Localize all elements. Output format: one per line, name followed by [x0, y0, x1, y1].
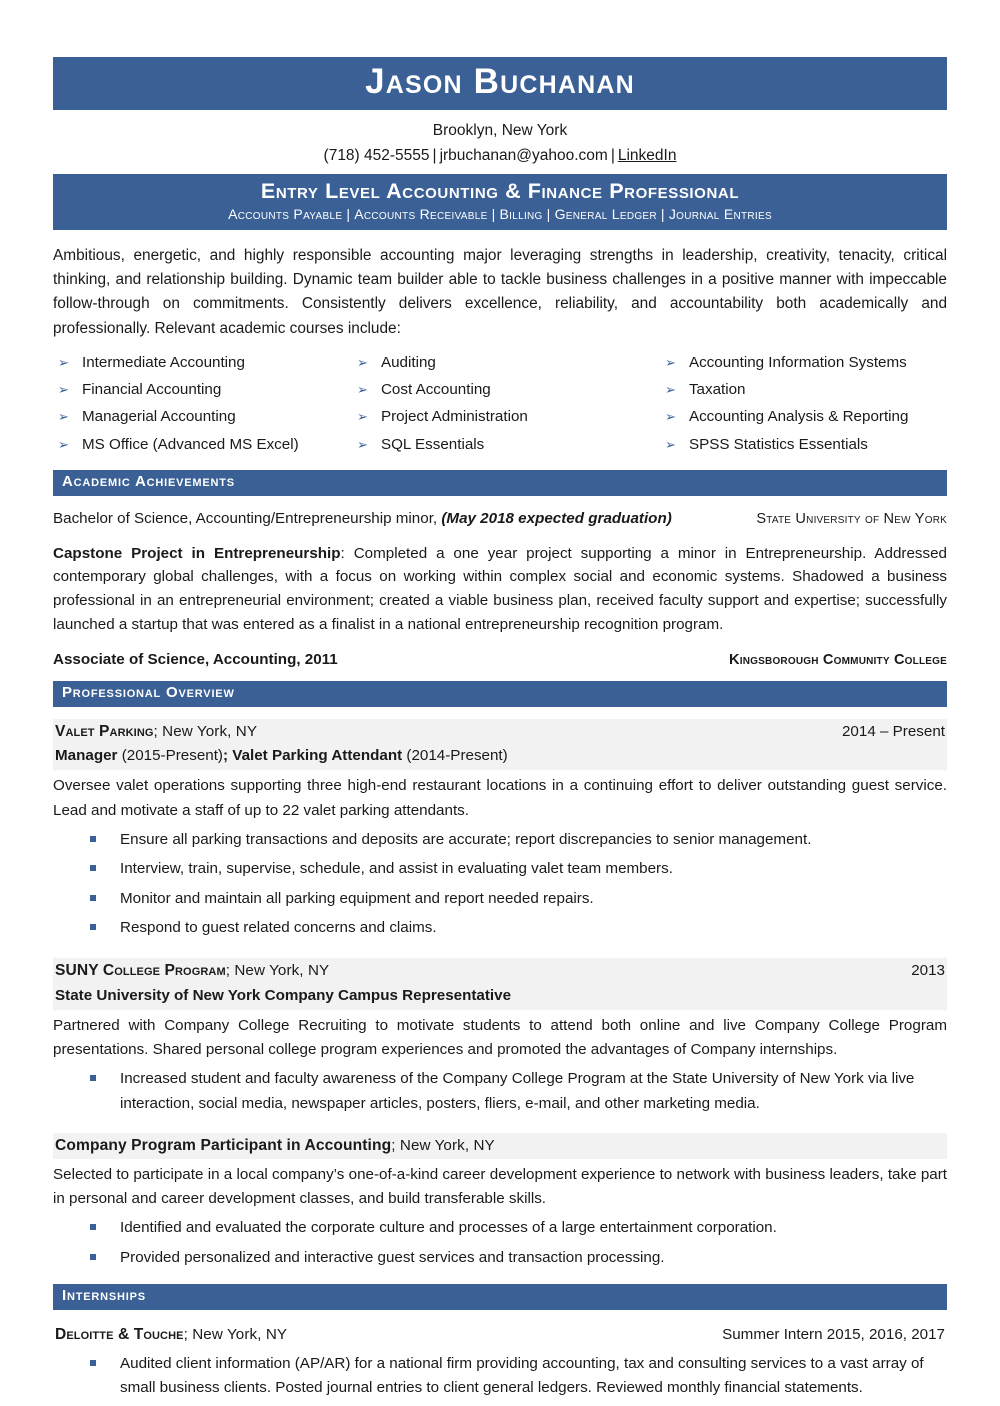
- specialty-separator: |: [546, 206, 551, 223]
- internship-bullet-list: [53, 1352, 947, 1406]
- graduation-date: (May 2018 expected graduation): [441, 509, 672, 527]
- company-name: Valet Parking: [55, 722, 154, 740]
- bullet-item: [90, 1216, 947, 1246]
- school-name: State University of New York: [756, 510, 947, 527]
- square-bullet-icon: [90, 865, 96, 871]
- course-label: MS Office (Advanced MS Excel): [82, 435, 299, 453]
- company-location: ; New York, NY: [391, 1137, 495, 1155]
- bullet-item: [90, 887, 947, 917]
- course-label: Intermediate Accounting: [82, 353, 245, 371]
- course-label: Accounting Analysis & Reporting: [688, 408, 909, 426]
- arrow-bullet-icon: ➢: [664, 382, 676, 398]
- course-item: [357, 406, 649, 433]
- linkedin-link[interactable]: LinkedIn: [617, 146, 677, 164]
- course-item: [58, 352, 351, 379]
- course-item: [58, 406, 351, 433]
- course-item: [357, 379, 649, 406]
- course-label: Accounting Information Systems: [688, 353, 907, 371]
- company-location: ; New York, NY: [153, 722, 258, 740]
- square-bullet-icon: [90, 1254, 96, 1260]
- square-bullet-icon: [90, 924, 96, 930]
- capstone-paragraph: [53, 542, 947, 637]
- internship-dates: Summer Intern 2015, 2016, 2017: [722, 1326, 945, 1344]
- company-location: ; New York, NY: [225, 962, 330, 980]
- square-bullet-icon: [90, 895, 96, 901]
- bullet-text: Interview, train, supervise, schedule, and assist in evaluating valet team members.: [120, 860, 673, 878]
- specialty-item: Accounts Receivable: [354, 206, 488, 223]
- course-item: [357, 352, 649, 379]
- internship-header: [53, 1322, 947, 1348]
- bullet-item: [90, 828, 947, 858]
- courses-column-2: [351, 352, 649, 461]
- course-item: [665, 434, 947, 461]
- section-header-academic-achievements: Academic Achievements: [53, 470, 947, 496]
- job-header: [53, 958, 947, 984]
- section-header-professional-overview: Professional Overview: [53, 681, 947, 707]
- arrow-bullet-icon: ➢: [664, 436, 676, 452]
- job-title-primary-dates: (2015-Present): [117, 747, 223, 765]
- specialty-item: Journal Entries: [668, 206, 772, 223]
- job-title-secondary: ; Valet Parking Attendant: [223, 747, 403, 765]
- specialty-item: Accounts Payable: [228, 206, 343, 223]
- bullet-text: Monitor and maintain all parking equipment and report needed repairs.: [120, 889, 594, 907]
- course-label: Financial Accounting: [82, 381, 222, 399]
- job-description: Partnered with Company College Recruiting to motivate students to attend both online and live Company College Program presentations. Shared personal college program experiences and promoted the advantages of Company internships.: [53, 1016, 947, 1059]
- tagline-specialties: [53, 204, 947, 223]
- course-item: [357, 434, 649, 461]
- contact-separator-2: |: [610, 146, 615, 164]
- course-label: SPSS Statistics Essentials: [688, 435, 868, 453]
- degree-text: Bachelor of Science, Accounting/Entrepreneurship minor,: [53, 509, 442, 527]
- job-dates: 2014 – Present: [841, 722, 945, 740]
- job-dates: 2013: [911, 962, 945, 980]
- specialty-separator: |: [660, 206, 665, 223]
- company-name: SUNY College Program: [55, 962, 226, 980]
- courses-column-3: [649, 352, 947, 461]
- company-name: Company Program Participant in Accounting: [55, 1137, 392, 1155]
- capstone-text: : Completed a one year project supporting a minor in Entrepreneurship. Addressed contemporary global challenges, with a focus on working within complex social and economic systems. Shadowed a business professional in an entrepreneurial environment; created a viable business plan, received faculty support and expertise; successfully launched a startup that was entered as a finalist in a national entrepreneurship recognition program.: [53, 544, 947, 634]
- course-item: [58, 379, 351, 406]
- degree-line: [53, 508, 672, 531]
- bullet-text: Audited client information (AP/AR) for a national firm providing accounting, tax and consulting services to a vast array of small business clients. Posted journal entries to client general ledgers. Reviewed monthly financial statements.: [120, 1354, 924, 1397]
- resume-page: [0, 57, 1000, 1397]
- job-title-primary: State University of New York Company Campus Representative: [55, 986, 512, 1004]
- bullet-text: Ensure all parking transactions and deposits are accurate; report discrepancies to senior management.: [120, 830, 812, 848]
- specialty-item: Billing: [499, 206, 543, 223]
- arrow-bullet-icon: ➢: [58, 436, 69, 452]
- arrow-bullet-icon: ➢: [58, 382, 69, 398]
- school-name-secondary: Kingsborough Community College: [729, 652, 947, 669]
- education-entry-secondary: [53, 649, 947, 672]
- job-company: [55, 960, 329, 983]
- square-bullet-icon: [90, 1224, 96, 1230]
- job-title-line: [53, 984, 947, 1010]
- contact-separator-1: |: [432, 146, 437, 164]
- course-item: [665, 379, 947, 406]
- arrow-bullet-icon: ➢: [58, 354, 69, 370]
- courses-column-1: [53, 352, 351, 461]
- course-label: SQL Essentials: [380, 435, 485, 453]
- tagline-bar: [53, 174, 947, 230]
- arrow-bullet-icon: ➢: [664, 354, 676, 370]
- company-location: ; New York, NY: [183, 1326, 288, 1344]
- course-item: [665, 352, 947, 379]
- section-header-internships: Internships: [53, 1284, 947, 1310]
- arrow-bullet-icon: ➢: [356, 409, 368, 425]
- tagline-headline: Entry Level Accounting & Finance Professional: [260, 178, 740, 203]
- course-label: Auditing: [380, 353, 436, 371]
- professional-summary: Ambitious, energetic, and highly responsible accounting major leveraging strengths in leadership, creativity, tenacity, critical thinking, and relationship building. Dynamic team builder able to tackle business challenges in a positive manner with impeccable follow-through on commitments. Consistently delivers excellence, reliability, and accountability both academically and professionally. Relevant academic courses include:: [53, 246, 947, 337]
- course-label: Taxation: [688, 381, 746, 399]
- job-title-primary: Manager: [55, 747, 118, 765]
- square-bullet-icon: [90, 836, 96, 842]
- capstone-label: Capstone Project in Entrepreneurship: [53, 544, 341, 562]
- job-header: [53, 719, 947, 745]
- course-item: [58, 434, 351, 461]
- course-item: [665, 406, 947, 433]
- job-title-line: [53, 744, 947, 770]
- bullet-item: [90, 916, 947, 946]
- contact-phone: (718) 452-5555: [323, 146, 430, 164]
- arrow-bullet-icon: ➢: [58, 409, 69, 425]
- degree-line-secondary: Associate of Science, Accounting, 2011: [53, 651, 338, 669]
- bullet-text: Identified and evaluated the corporate culture and processes of a large entertainment corporation.: [120, 1219, 777, 1237]
- job-header: [53, 1133, 947, 1159]
- bullet-text: Increased student and faculty awareness of the Company College Program at the State University of New York via live interaction, social media, newspaper articles, posters, fliers, e-mail, and other marketing media.: [120, 1069, 915, 1112]
- relevant-courses-list: [53, 352, 947, 461]
- job-bullet-list: [53, 1216, 947, 1275]
- square-bullet-icon: [90, 1360, 96, 1366]
- arrow-bullet-icon: ➢: [356, 382, 368, 398]
- bullet-text: Respond to guest related concerns and claims.: [120, 919, 437, 937]
- course-label: Project Administration: [380, 408, 528, 426]
- specialty-separator: |: [491, 206, 496, 223]
- job-bullet-list: [53, 828, 947, 947]
- contact-location: Brooklyn, New York: [432, 121, 568, 139]
- bullet-item: [90, 1352, 947, 1406]
- contact-block: [53, 110, 947, 174]
- job-company: [55, 1135, 495, 1158]
- company-name: Deloitte & Touche: [55, 1326, 184, 1344]
- contact-email[interactable]: jrbuchanan@yahoo.com: [439, 146, 608, 164]
- bullet-text: Provided personalized and interactive guest services and transaction processing.: [120, 1248, 665, 1266]
- job-description: Selected to participate in a local company’s one-of-a-kind career development experience to network with business leaders, take part in personal and career development classes, and build transferable skills.: [53, 1165, 947, 1208]
- arrow-bullet-icon: ➢: [664, 409, 676, 425]
- bullet-item: [90, 1246, 947, 1276]
- candidate-name: Jason Buchanan: [53, 57, 947, 110]
- arrow-bullet-icon: ➢: [356, 436, 368, 452]
- course-label: Managerial Accounting: [82, 408, 236, 426]
- square-bullet-icon: [90, 1075, 96, 1081]
- specialty-separator: |: [346, 206, 351, 223]
- contact-line: [53, 143, 947, 168]
- bullet-item: [90, 857, 947, 887]
- specialty-item: General Ledger: [554, 206, 657, 223]
- course-label: Cost Accounting: [380, 381, 491, 399]
- job-title-secondary-dates: (2014-Present): [402, 747, 508, 765]
- job-description: Oversee valet operations supporting three high-end restaurant locations in a continuing effort to deliver outstanding guest service. Lead and motivate a staff of up to 22 valet parking attendants.: [53, 777, 947, 819]
- arrow-bullet-icon: ➢: [356, 354, 368, 370]
- bullet-item: [90, 1067, 947, 1121]
- job-bullet-list: [53, 1067, 947, 1121]
- job-company: [55, 721, 257, 744]
- education-entry-primary: [53, 508, 947, 531]
- internship-company: [55, 1324, 287, 1347]
